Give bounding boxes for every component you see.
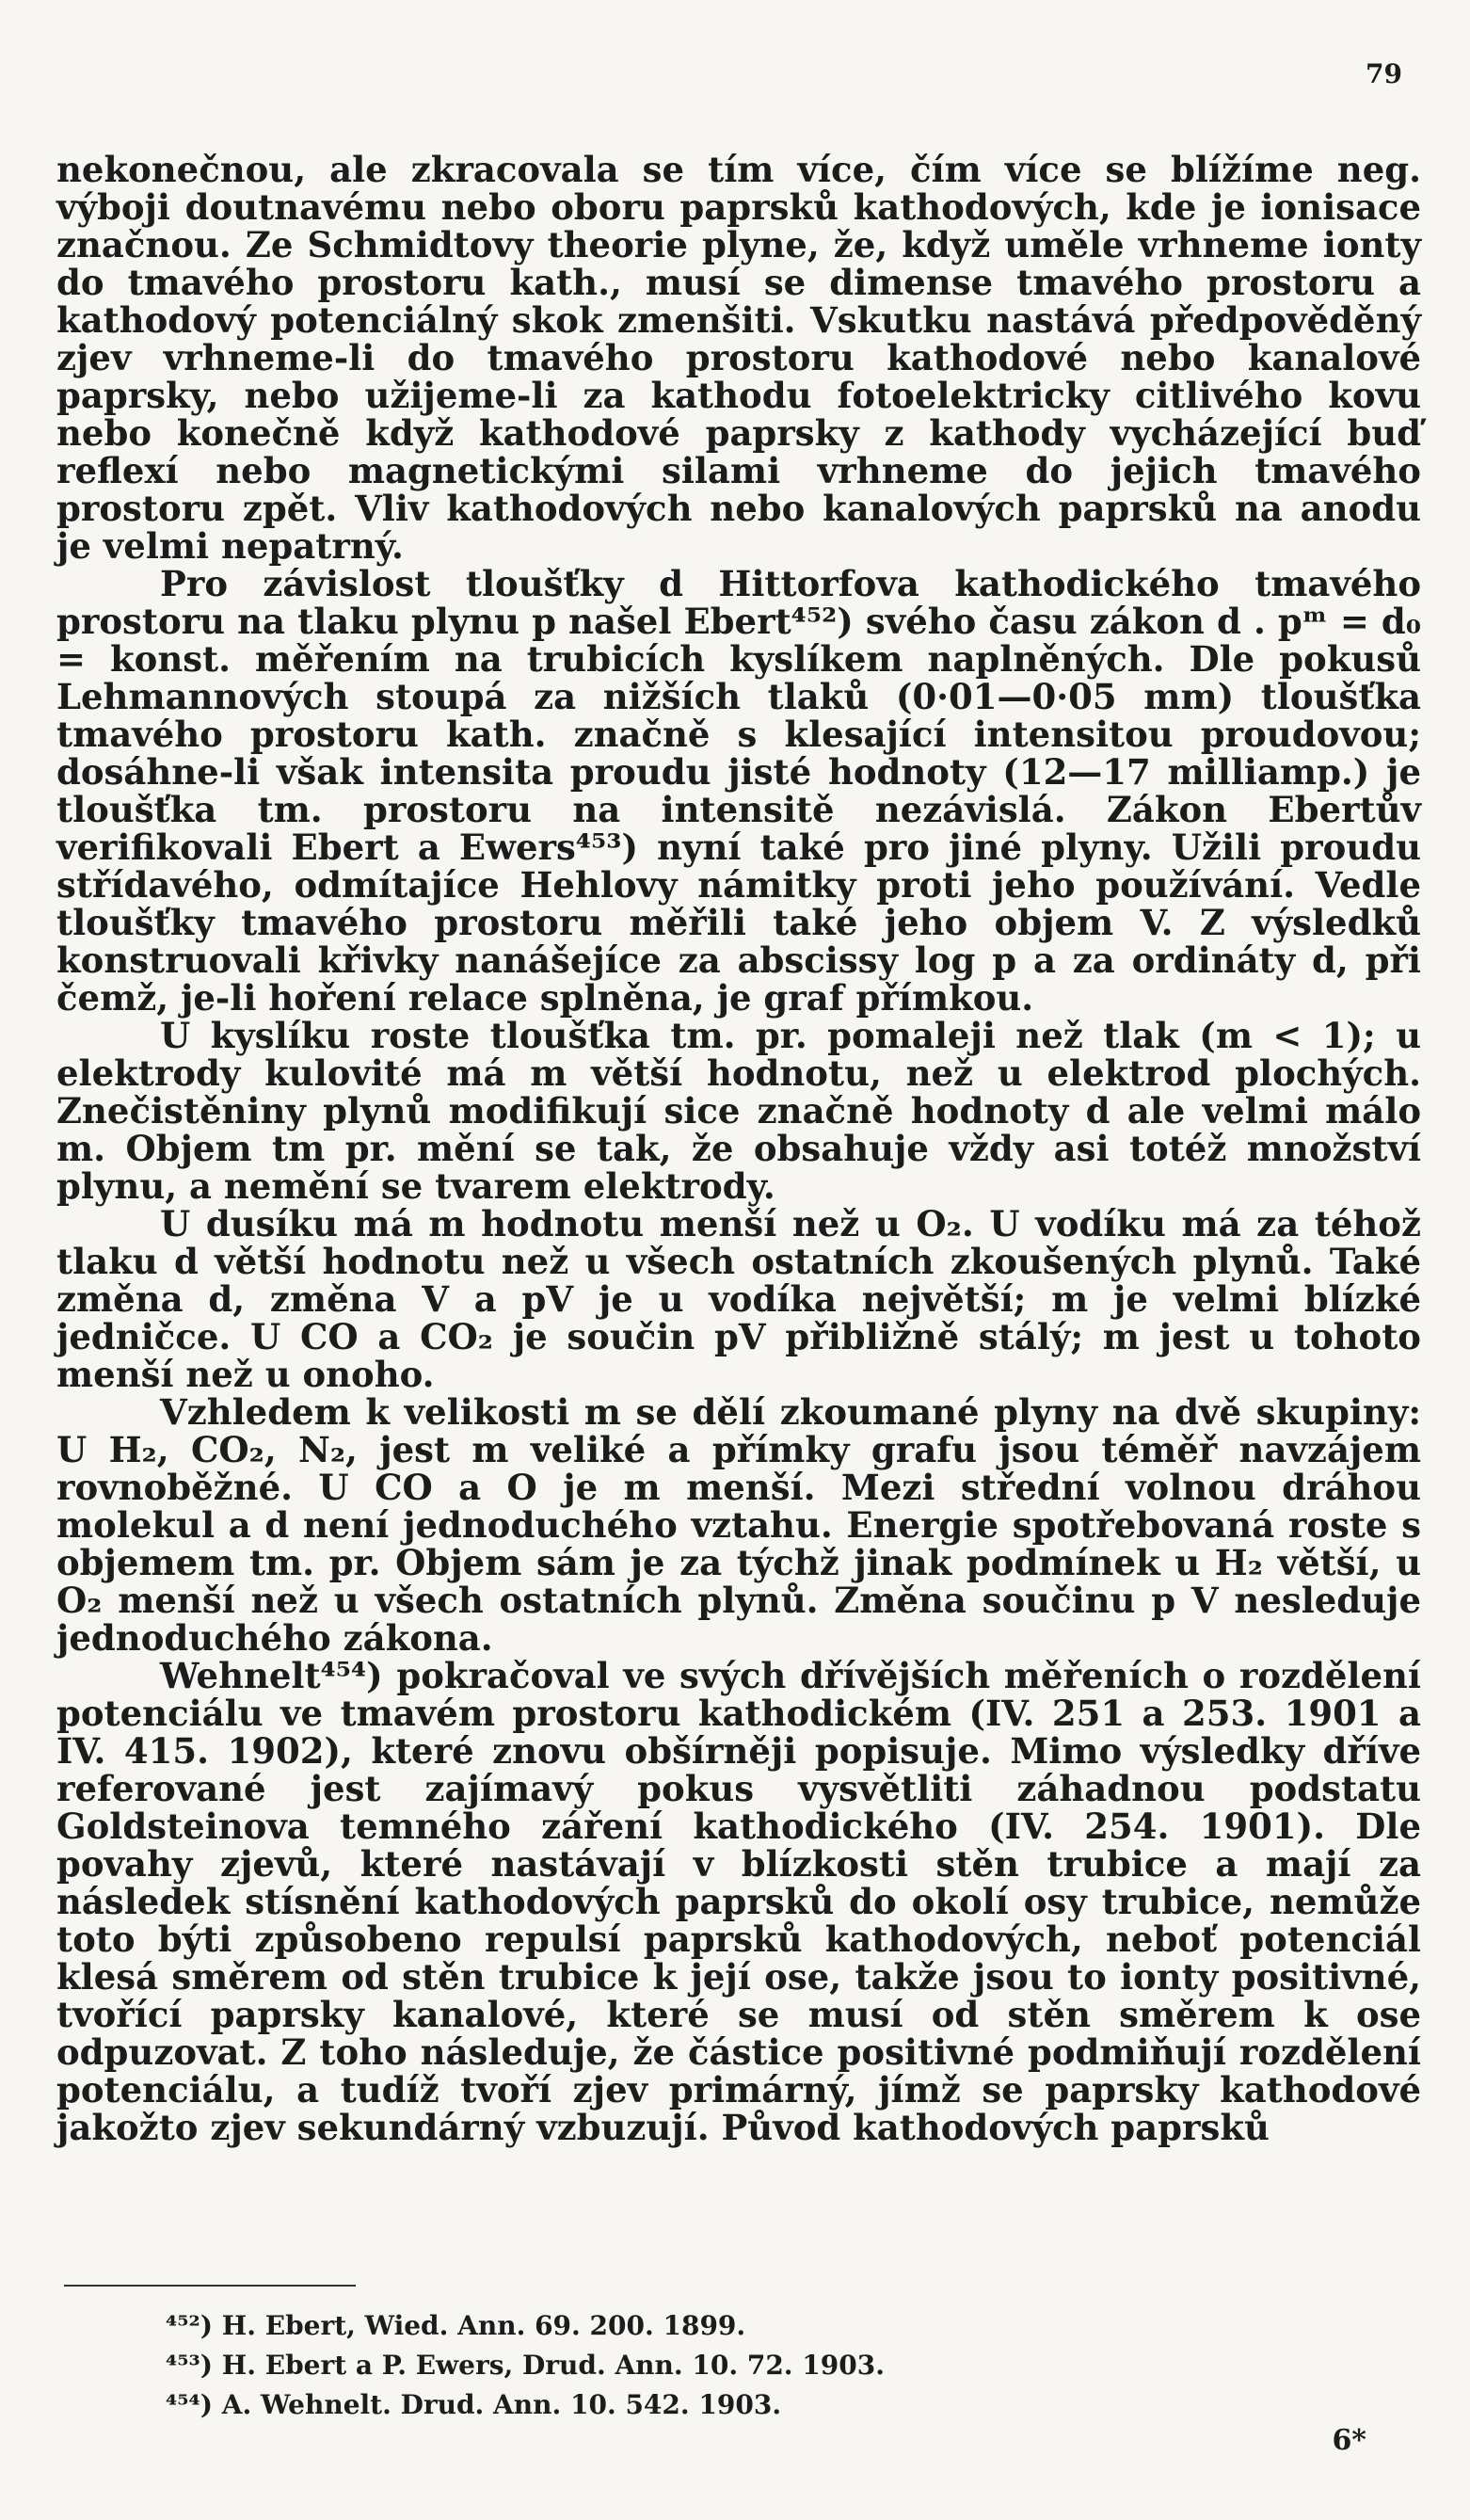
paragraph-4: U dusíku má m hodnotu menší než u O₂. U vodíku má za téhož tlaku d větší hodnotu než u všech ostatních zkoušených plynů. Také změna d, změna V a pV je u vodíka největší; m je velmi blízké jedničce. U CO a CO₂ je součin pV přibližně stálý; m jest u tohoto menší než u onoho.	[56, 1203, 1421, 1395]
paragraph-3: U kyslíku roste tloušťka tm. pr. pomaleji než tlak (m < 1); u elektrody kulovité má m větší hodnotu, než u elektrod plochých. Znečistěniny plynů modifikují sice značně hodnoty d ale velmi málo m. Objem tm pr. mění se tak, že obsahuje vždy asi totéž množství plynu, a nemění se tvarem elektrody.	[56, 1015, 1421, 1207]
footnote-454: ⁴⁵⁴) A. Wehnelt. Drud. Ann. 10. 542. 1903.	[166, 2389, 782, 2420]
paragraph-5: Vzhledem k velikosti m se dělí zkoumané plyny na dvě skupiny: U H₂, CO₂, N₂, jest m veliké a přímky grafu jsou téměř navzájem rovnoběžné. U CO a O je m menší. Mezi střední volnou dráhou molekul a d není jednoduchého vztahu. Energie spotřebovaná roste s objemem tm. pr. Objem sám je za týchž jinak podmínek u H₂ větší, u O₂ menší než u všech ostatních plynů. Změna součinu p V nesleduje jednoduchého zákona.	[56, 1391, 1421, 1659]
signature-mark: 6*	[1332, 2424, 1366, 2457]
body-text	[56, 151, 1421, 2146]
footnote-453: ⁴⁵³) H. Ebert a P. Ewers, Drud. Ann. 10. 72. 1903.	[166, 2350, 885, 2381]
page-number: 79	[1366, 58, 1402, 89]
paragraph-6: Wehnelt⁴⁵⁴) pokračoval ve svých dřívějších měřeních o rozdělení potenciálu ve tmavém prostoru kathodickém (IV. 251 a 253. 1901 a IV. 415. 1902), které znovu obšírněji popisuje. Mimo výsledky dříve referované jest zajímavý pokus vysvětliti záhadnou podstatu Goldsteinova temného záření kathodického (IV. 254. 1901). Dle povahy zjevů, které nastávají v blízkosti stěn trubice a mají za následek stísnění kathodových paprsků do okolí osy trubice, nemůže toto býti způsobeno repulsí paprsků kathodových, neboť potenciál klesá směrem od stěn trubice k její ose, takže jsou to ionty positivné, tvořící paprsky kanalové, které se musí od stěn směrem k ose odpuzovat. Z toho následuje, že částice positivné podmiňují rozdělení potenciálu, a tudíž tvoří zjev primárný, jímž se paprsky kathodové jakožto zjev sekundárný vzbuzují. Původ kathodových paprsků	[56, 1655, 1421, 2148]
footnotes	[166, 2306, 1201, 2425]
paragraph-2: Pro závislost tloušťky d Hittorfova kathodického tmavého prostoru na tlaku plynu p našel Ebert⁴⁵²) svého času zákon d . pᵐ = d₀ = konst. měřením na trubicích kyslíkem naplněných. Dle pokusů Lehmannových stoupá za nižších tlaků (0·01—0·05 mm) tloušťka tmavého prostoru kath. značně s klesající intensitou proudovou; dosáhne-li však intensita proudu jisté hodnoty (12—17 milliamp.) je tloušťka tm. prostoru na intensitě nezávislá. Zákon Ebertův verifikovali Ebert a Ewers⁴⁵³) nyní také pro jiné plyny. Užili proudu střídavého, odmítajíce Hehlovy námitky proti jeho používání. Vedle tloušťky tmavého prostoru měřili také jeho objem V. Z výsledků konstruovali křivky nanášejíce za abscissy log p a za ordináty d, při čemž, je-li hoření relace splněna, je graf přímkou.	[56, 563, 1421, 1019]
footnote-divider	[64, 2285, 356, 2287]
footnote-452: ⁴⁵²) H. Ebert, Wied. Ann. 69. 200. 1899.	[166, 2310, 746, 2341]
paragraph-1: nekonečnou, ale zkracovala se tím více, čím více se blížíme neg. výboji doutnavému nebo oboru paprsků kathodových, kde je ionisace značnou. Ze Schmidtovy theorie plyne, že, když uměle vrhneme ionty do tmavého prostoru kath., musí se dimense tmavého prostoru a kathodový potenciálný skok zmenšiti. Vskutku nastává předpověděný zjev vrhneme-li do tmavého prostoru kathodové nebo kanalové paprsky, nebo užijeme-li za kathodu fotoelektricky citlivého kovu nebo konečně když kathodové paprsky z kathody vycházející buď reflexí nebo magnetickými silami vrhneme do jejich tmavého prostoru zpět. Vliv kathodových nebo kanalových paprsků na anodu je velmi nepatrný.	[56, 149, 1421, 567]
